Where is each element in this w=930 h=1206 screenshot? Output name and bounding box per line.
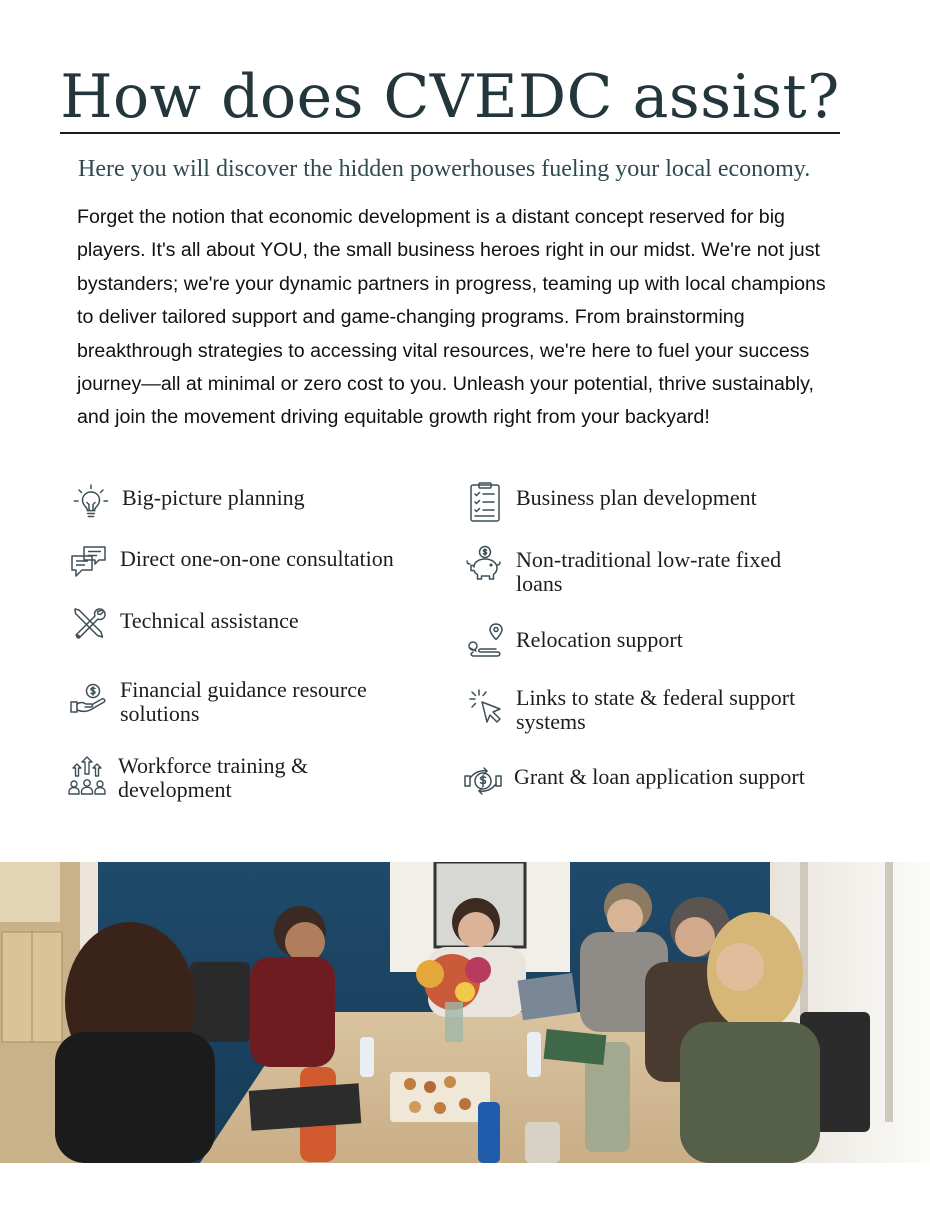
page-subtitle: Here you will discover the hidden powerhouses fueling your local economy. [78,156,811,182]
team-growth-icon [66,754,108,796]
feature-item-technical [68,604,428,646]
feature-label: Technical assistance [120,608,299,633]
clipboard-checklist-icon [464,481,506,523]
title-divider [60,132,840,134]
feature-item-loans [464,543,844,596]
feature-item-relocation [464,620,844,662]
chat-bubbles-icon [68,542,110,584]
feature-label: Financial guidance resource solutions [120,677,367,726]
money-exchange-icon [462,762,504,804]
page-title: How does CVEDC assist? [60,62,840,132]
feature-label: Big-picture planning [122,485,305,510]
feature-label: Relocation support [516,627,683,652]
feature-item-planning [70,481,430,523]
hand-coin-icon [68,678,110,720]
intro-paragraph: Forget the notion that economic development is a distant concept reserved for big players. It's all about YOU, the small business heroes right in our midst. We're not just bystanders; we're your dynamic partners in progress, teaming up with local champions to deliver tailored support and game-changing programs. From brainstorming breakthrough strategies to accessing vital resources, we're here to fuel your success journey—all at minimal or zero cost to you. Unleash your potential, thrive sustainably, and join the movement driving equitable growth right from your backyard! [77,206,826,429]
feature-item-business-plan [464,481,844,523]
feature-item-grant [462,762,842,804]
feature-label: Direct one-on-one consultation [120,546,394,571]
tools-icon [68,604,110,646]
feature-item-workforce [66,754,426,802]
cursor-click-icon [464,686,506,728]
lightbulb-icon [70,481,112,523]
piggy-bank-icon [464,543,506,585]
feature-item-financial [68,678,433,726]
feature-item-consultation [68,542,433,584]
feature-label: Business plan development [516,485,757,510]
meeting-photo [0,862,930,1163]
feature-label: Links to state & federal support systems [516,685,796,734]
feature-label: Non-traditional low-rate fixed loans [516,547,782,596]
feature-label: Workforce training & development [118,753,309,802]
feature-label: Grant & loan application support [514,764,805,789]
feature-item-links [464,686,844,734]
route-pin-icon [464,620,506,662]
